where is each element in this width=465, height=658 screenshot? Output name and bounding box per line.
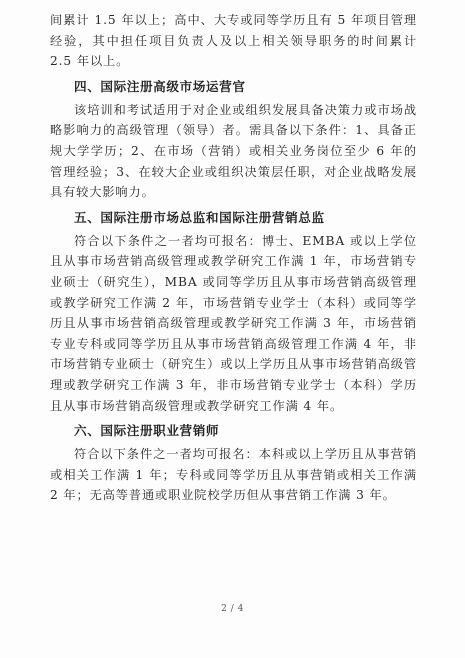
- page-number: 2 / 4: [221, 604, 244, 614]
- section-heading-6: 六、国际注册职业营销师: [74, 423, 220, 439]
- section-paragraph-5: 符合以下条件之一者均可报名：博士、EMBA 或以上学位且从事市场营销高级管理或教学研究工作满 1 年，市场营销专业硕士（研究生），MBA 或同等学历且从事市场营销高级管理或教学研究工作满 2 年，市场营销专业学士（本科）或同等学历且从事市场营销高级管理或教学研究工作满 3 年，市场营销专业专科或同等学历且从事市场营销高级管理工作满 4 年，非市场营销专业硕士（研究生）或以上学历且从事市场营销高级管理或教学研究工作满 3 年，非市场营销专业学士（本科）学历且从事市场营销高级管理或教学研究工作满 4 年。: [50, 233, 417, 413]
- section-heading-4: 四、国际注册高级市场运营官: [74, 78, 246, 94]
- section-heading-5: 五、国际注册市场总监和国际注册营销总监: [74, 209, 325, 225]
- intro-paragraph: 间累计 1.5 年以上；高中、大专或同等学历且有 5 年项目管理经验，其中担任项目负责人及以上相关领导职务的时间累计 2.5 年以上。: [50, 13, 417, 69]
- section-paragraph-4: 该培训和考试适用于对企业或组织发展具备决策力或市场战略影响力的高级管理（领导）者。需具备以下条件：1、具备正规大学学历；2、在市场（营销）或相关业务岗位至少 6 年的管理经验；3、在较大企业或组织决策层任职，对企业战略发展具有较大影响力。: [50, 102, 417, 200]
- section-paragraph-6: 符合以下条件之一者均可报名：本科或以上学历且从事营销或相关工作满 1 年；专科或同等学历且从事营销或相关工作满 2 年；无高等普通或职业院校学历但从事营销工作满 3 年。: [50, 447, 417, 503]
